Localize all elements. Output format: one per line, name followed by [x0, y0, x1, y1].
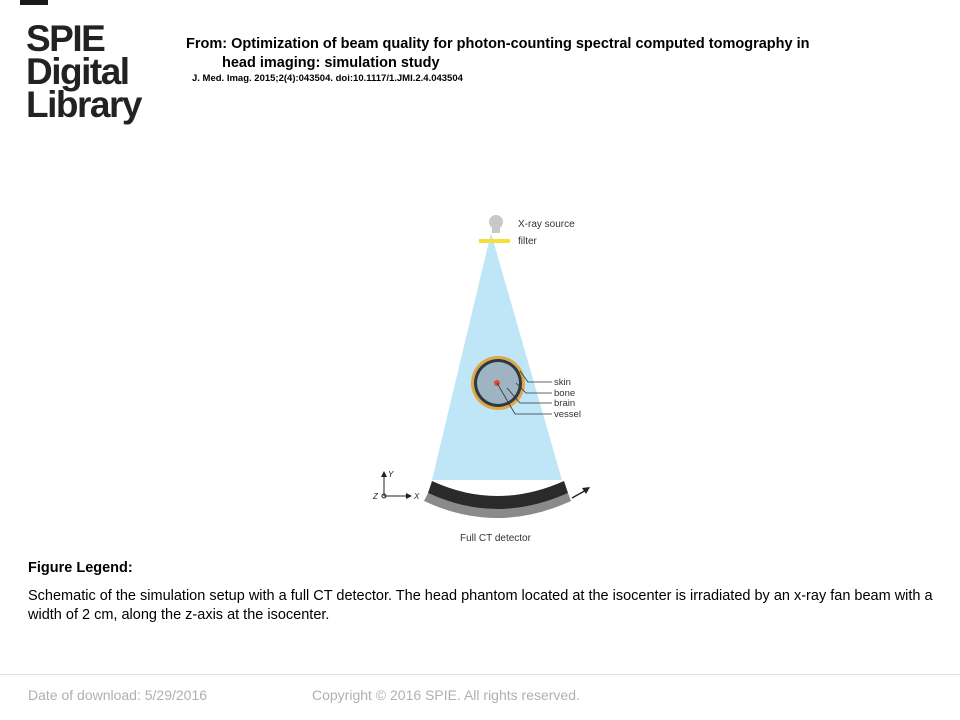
x-ray-source-base: [492, 227, 500, 233]
logo-line-3: Library: [26, 84, 141, 125]
figure-legend-heading: Figure Legend:: [28, 560, 133, 576]
filter-bar: [479, 239, 510, 243]
label-vessel: vessel: [554, 409, 581, 420]
figure-diagram: [360, 205, 620, 550]
label-axis-x: X: [414, 492, 420, 501]
article-title: [186, 35, 926, 73]
title-line-2: head imaging: simulation study: [222, 55, 440, 71]
label-skin: skin: [554, 377, 571, 388]
figure-legend-text: Schematic of the simulation setup with a full CT detector. The head phantom located at the isocenter is irradiated by an x-ray fan beam with a width of 2 cm, along the z-axis at the isocenter.: [28, 588, 933, 623]
y-axis-arrow: [381, 471, 387, 477]
label-axis-y: Y: [388, 470, 394, 479]
download-date: Date of download: 5/29/2016: [28, 687, 208, 703]
logo-line-2: Digital: [26, 51, 129, 92]
detector-arrow-head: [582, 487, 590, 494]
top-bar-mark: [20, 0, 48, 5]
label-axis-z: Z: [373, 492, 378, 501]
x-ray-source-icon: [489, 215, 503, 229]
beam-schematic: [360, 205, 620, 550]
logo-line-1: SPIE: [26, 18, 105, 59]
x-axis-arrow: [406, 493, 412, 499]
footer-divider: [0, 674, 960, 675]
citation: J. Med. Imag. 2015;2(4):043504. doi:10.1117/1.JMI.2.4.043504: [192, 73, 463, 84]
label-filter: filter: [518, 236, 537, 247]
spie-digital-library-logo[interactable]: [26, 18, 150, 125]
label-brain: brain: [554, 398, 576, 409]
copyright-notice: Copyright © 2016 SPIE. All rights reserved.: [312, 687, 580, 703]
label-x-ray-source: X-ray source: [518, 219, 575, 230]
label-bone: bone: [554, 388, 576, 399]
label-full-ct-detector: Full CT detector: [460, 533, 531, 544]
title-line-1: From: Optimization of beam quality for photon-counting spectral computed tomography in: [186, 36, 810, 52]
